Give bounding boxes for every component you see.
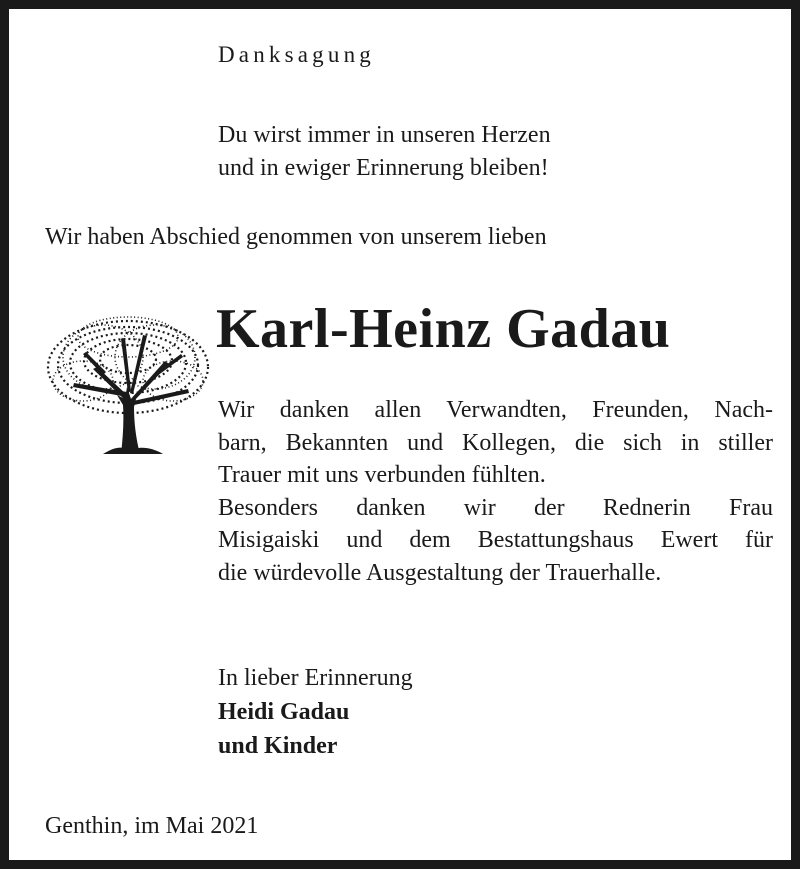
motto: [218, 119, 551, 185]
motto-line: Du wirst immer in unseren Herzen: [218, 122, 551, 148]
thanks-line: Trauer mit uns verbunden fühlten.: [218, 462, 546, 488]
intro-text: Wir haben Abschied genommen von unserem lieben: [45, 224, 547, 250]
thanks-line: die würdevolle Ausgestaltung der Trauerhalle.: [218, 559, 662, 586]
signature-family: und Kinder: [218, 733, 338, 759]
notice-heading: Danksagung: [218, 42, 375, 67]
thanks-line: Wir danken allen Verwandten, Freunden, Nach-: [218, 397, 773, 423]
place-date: Genthin, im Mai 2021: [45, 813, 259, 839]
thanks-line: barn, Bekannten und Kollegen, die sich in stiller: [218, 429, 773, 456]
thanks-line: Misigaiski und dem Bestattungshaus Ewert für: [218, 527, 773, 553]
thanks-text: [218, 394, 773, 589]
tree-icon: [43, 309, 213, 454]
deceased-name: Karl-Heinz Gadau: [216, 298, 671, 360]
signature-closing: In lieber Erinnerung: [218, 665, 413, 691]
signature-block: [218, 661, 413, 763]
signature-name: Heidi Gadau: [218, 699, 350, 725]
motto-line: und in ewiger Erinnerung bleiben!: [218, 155, 549, 181]
thanks-line: Besonders danken wir der Rednerin Frau: [218, 494, 773, 521]
